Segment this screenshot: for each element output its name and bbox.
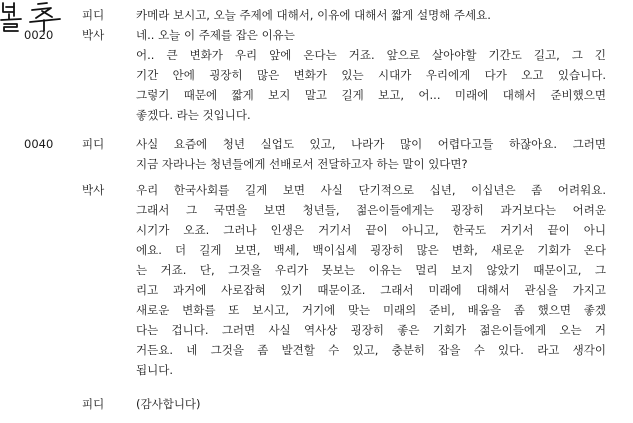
utterance-text <box>136 134 606 174</box>
text-line: 그래서 그 국면을 보면 청년들, 젊은이들에게는 굉장히 과거보다는 어려운 <box>136 203 606 217</box>
speaker-label: 박사 <box>82 28 105 42</box>
text-line: 어.. 큰 변화가 우리 앞에 온다는 거죠. 앞으로 살아야할 기간도 길고, 그 긴 <box>136 48 606 62</box>
text-line: 좋겠다. 라는 것입니다. <box>136 108 251 122</box>
timecode: 0040 <box>24 137 54 151</box>
text-line: 우리 한국사회를 길게 보면 사실 단기적으로 십년, 이십년은 좀 어려워요. <box>136 183 606 197</box>
utterance-text <box>136 5 606 25</box>
text-line: (감사합니다) <box>136 397 201 411</box>
text-line: 에요. 더 길게 보면, 백세, 백이십세 굉장히 많은 변화, 새로운 기회가 온다 <box>136 243 606 257</box>
text-line: 카메라 보시고, 오늘 주제에 대해서, 이유에 대해서 짧게 설명해 주세요. <box>136 8 491 22</box>
text-line: 사실 요즘에 청년 실업도 있고, 나라가 많이 어렵다고들 하잖아요. 그러면 <box>136 137 606 151</box>
speaker-label: 박사 <box>82 183 105 197</box>
text-line: 기간 안에 굉장히 많은 변화가 있는 시대가 우리에게 다가 오고 있습니다. <box>136 68 606 82</box>
text-line: 다는 겁니다. 그러면 사실 역사상 굉장히 좋은 기회가 젊은이들에게 오는 거 <box>136 323 606 337</box>
text-line: 거든요. 네 그것을 좀 발견할 수 있고, 충분히 잡을 수 있다. 라고 생각이 <box>136 343 606 357</box>
text-line: 네.. 오늘 이 주제를 잡은 이유는 <box>136 28 295 42</box>
text-line: 시기가 오죠. 그러나 인생은 거기서 끝이 아니고, 한국도 거기서 끝이 아니 <box>136 223 606 237</box>
text-line: 새로운 변화를 또 보시고, 거기에 맞는 미래의 준비, 배움을 좀 했으면 좋겠 <box>136 303 606 317</box>
text-line: 됩니다. <box>136 363 173 377</box>
speaker-label: 피디 <box>82 8 105 22</box>
speaker-label: 피디 <box>82 137 105 151</box>
text-line: 리고 과거에 사로잡혀 있기 때문이죠. 그래서 미래에 대해서 관심을 가지고 <box>136 283 606 297</box>
text-line: 지금 자라나는 청년들에게 선배로서 전달하고자 하는 말이 있다면? <box>136 157 468 171</box>
utterance-text <box>136 394 606 414</box>
timecode: 0020 <box>24 28 54 42</box>
utterance-text <box>136 180 606 380</box>
text-line: 그렇기 때문에 짧게 보지 말고 길게 보고, 어... 미래에 대해서 준비했으면 <box>136 88 606 102</box>
utterance-text <box>136 25 606 125</box>
text-line: 는 거죠. 단, 그것을 우리가 못보는 이유는 멀리 보지 않았기 때문이고, 그 <box>136 263 606 277</box>
speaker-label: 피디 <box>82 397 105 411</box>
